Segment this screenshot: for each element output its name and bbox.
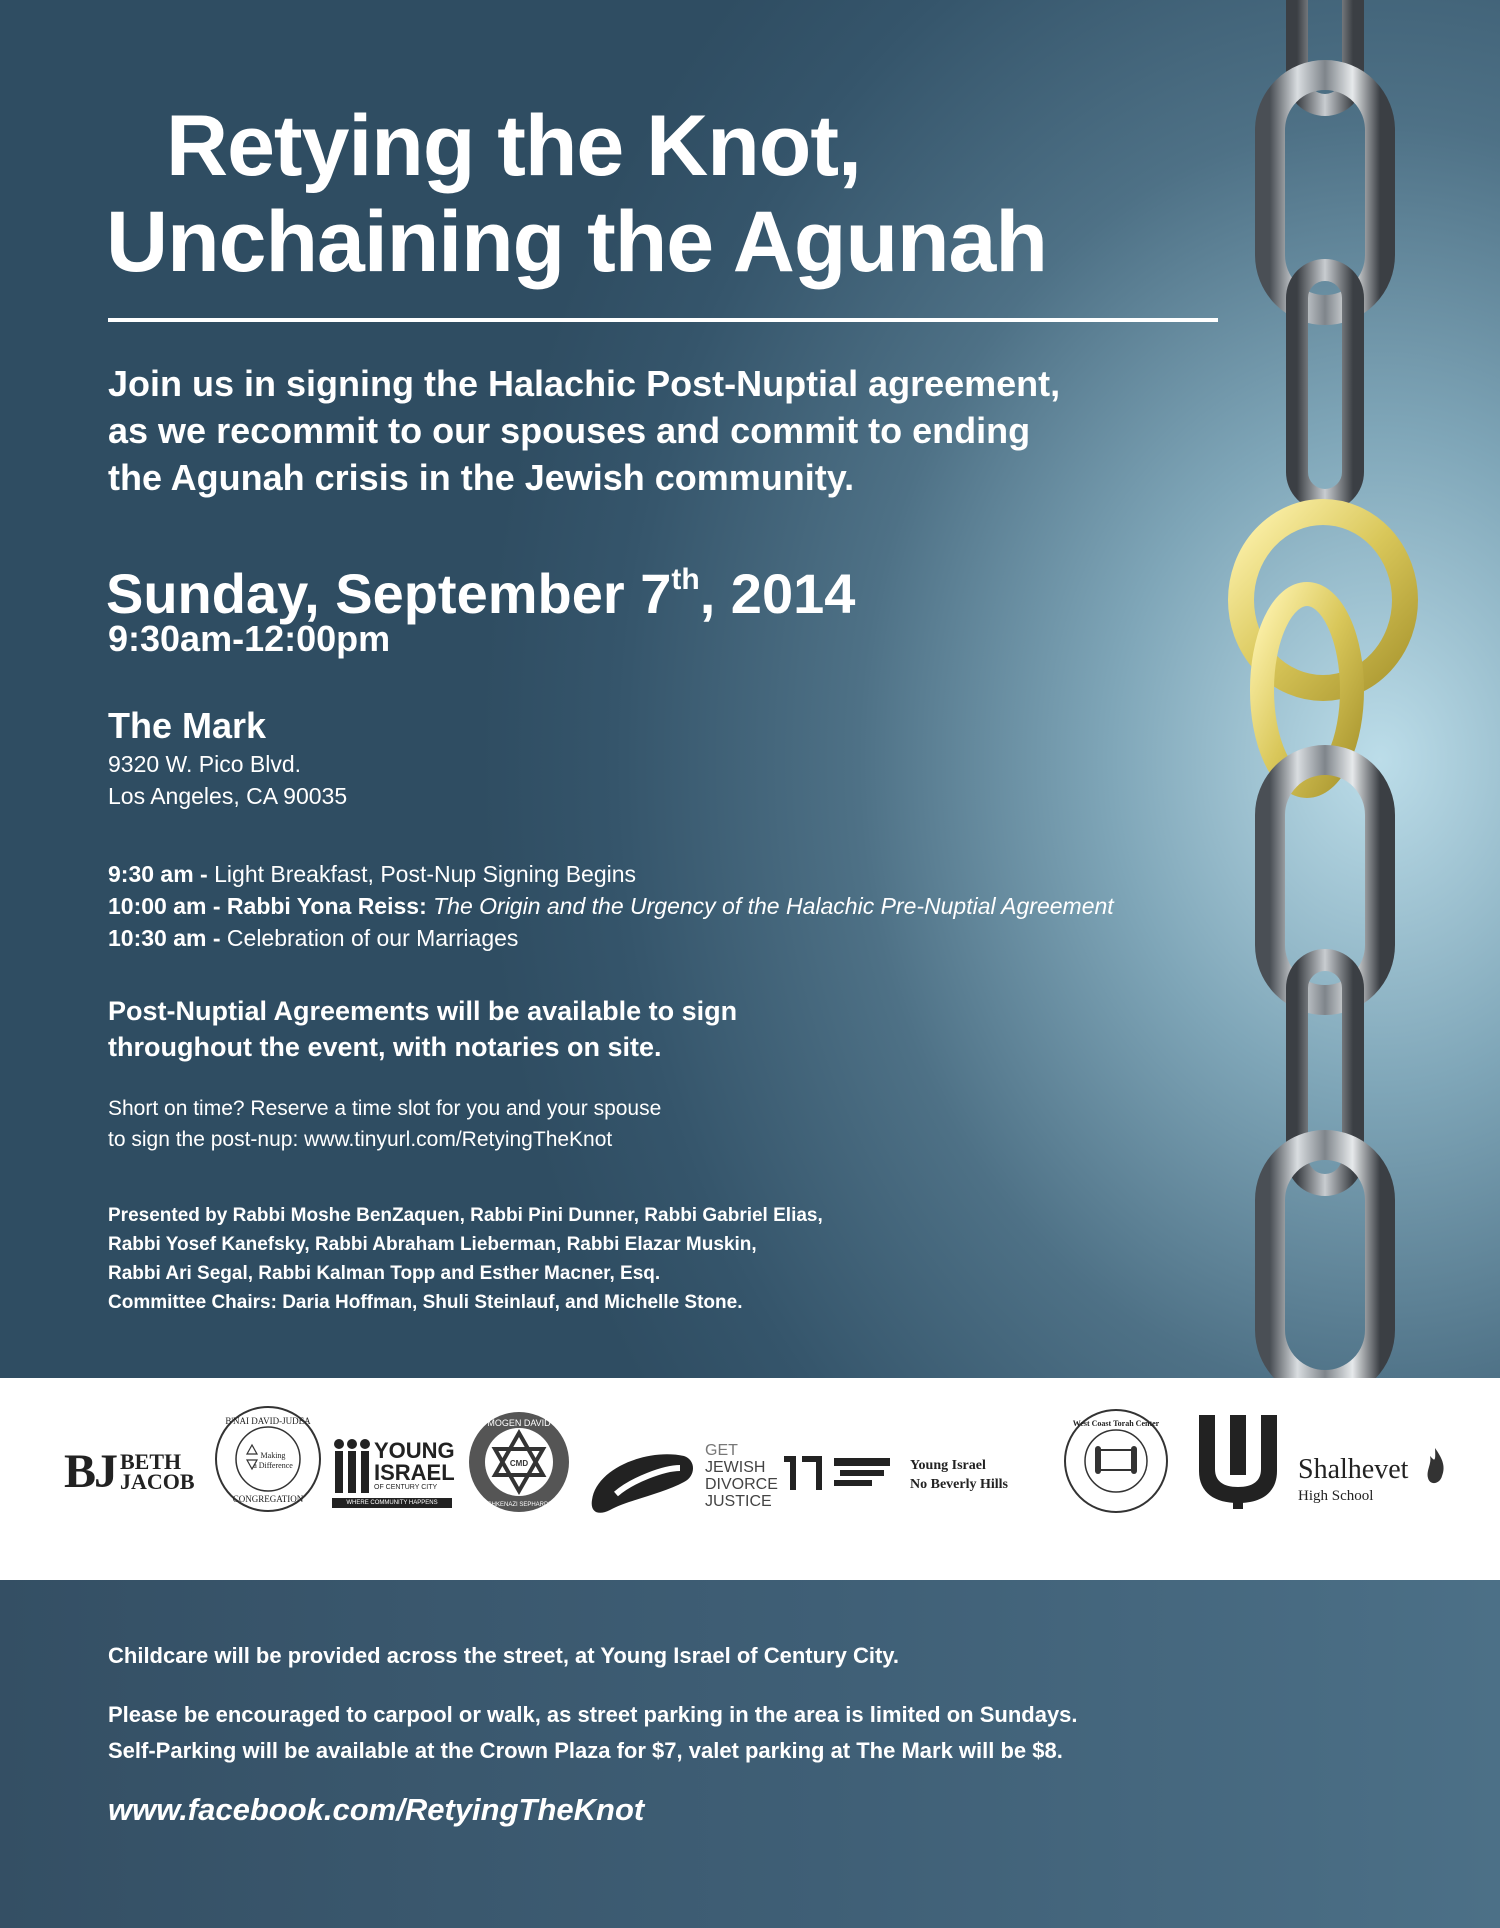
logo-center-line-1: Making xyxy=(260,1451,286,1460)
reserve-line-2[interactable]: to sign the post-nup: www.tinyurl.com/RetyingTheKnot xyxy=(108,1128,613,1151)
shalhevet-logo xyxy=(1298,1454,1448,1514)
logo-subtext: OF CENTURY CITY xyxy=(374,1484,438,1491)
facebook-link[interactable]: www.facebook.com/RetyingTheKnot xyxy=(108,1792,645,1827)
presented-line-3: Rabbi Ari Segal, Rabbi Kalman Topp and Esther Macner, Esq. xyxy=(108,1263,661,1284)
schedule-time: 10:00 am xyxy=(108,893,207,919)
venue-name: The Mark xyxy=(108,705,267,746)
young-israel-north-beverly-hills-logo xyxy=(910,1456,1008,1494)
date-prefix: Sunday, September 7 xyxy=(106,562,672,625)
schedule-text: Light Breakfast, Post-Nup Signing Begins xyxy=(214,861,637,887)
title-divider xyxy=(108,318,1218,322)
schedule-item xyxy=(108,890,1228,922)
logo-text-line: Young Israel xyxy=(910,1458,986,1473)
jewish-divorce-swoosh-icon xyxy=(588,1438,698,1518)
logo-text-line: No Beverly Hills xyxy=(910,1477,1008,1492)
committee-chairs: Committee Chairs: Daria Hoffman, Shuli Steinlauf, and Michelle Stone. xyxy=(108,1292,743,1313)
schedule-separator: - xyxy=(193,861,215,887)
presented-by xyxy=(108,1201,908,1317)
west-coast-torah-center-logo xyxy=(1063,1408,1169,1514)
logo-arc-top: West Coast Torah Center xyxy=(1072,1419,1160,1428)
parking-line-1: Please be encouraged to carpool or walk, as street parking in the area is limited on Sundays. xyxy=(108,1702,1078,1727)
chain-links-upper xyxy=(1270,0,1380,500)
intro-line-1: Join us in signing the Halachic Post-Nuptial agreement, xyxy=(108,363,1061,404)
logo-text xyxy=(120,1449,195,1494)
schedule-time: 10:30 am xyxy=(108,925,207,951)
schedule-separator: - xyxy=(206,893,227,919)
post-nup-notice xyxy=(108,993,737,1065)
title-line-2: Unchaining the Agunah xyxy=(106,194,1047,290)
schedule-text: Celebration of our Marriages xyxy=(226,925,519,951)
parking-line-2: Self-Parking will be available at the Crown Plaza for $7, valet parking at The Mark will be $8. xyxy=(108,1738,1063,1763)
title-line-1: Retying the Knot, xyxy=(166,98,861,194)
logo-center-text: CMD xyxy=(509,1459,529,1468)
sponsor-logo-strip xyxy=(0,1378,1500,1580)
logo-text-line: BETH xyxy=(120,1449,182,1474)
logo-subtext: High School xyxy=(1298,1488,1374,1504)
logo-arc-top: MOGEN DAVID xyxy=(487,1418,551,1428)
schedule-item xyxy=(108,858,1228,890)
venue-address-line-2: Los Angeles, CA 90035 xyxy=(108,783,348,809)
notice-line-2: throughout the event, with notaries on site. xyxy=(108,1032,662,1062)
date-suffix: , 2014 xyxy=(699,562,856,625)
schedule-talk-title: The Origin and the Urgency of the Halachic Pre-Nuptial Agreement xyxy=(433,893,1114,919)
intro-line-3: the Agunah crisis in the Jewish community. xyxy=(108,457,855,498)
poster-title xyxy=(106,98,1047,290)
young-israel-hebrew-mark-icon xyxy=(780,1448,900,1498)
torah-scroll-icon xyxy=(1099,1450,1133,1470)
logo-text-line: ISRAEL xyxy=(374,1460,455,1485)
schedule-item xyxy=(108,922,1228,954)
date-ordinal: th xyxy=(671,563,700,596)
notice-line-1: Post-Nuptial Agreements will be available to sign xyxy=(108,996,738,1026)
mogen-david-logo xyxy=(468,1411,570,1513)
bnai-david-judea-logo xyxy=(213,1404,323,1514)
logo-arc-bottom: CONGREGATION xyxy=(232,1494,304,1504)
schedule-speaker: Rabbi Yona Reiss: xyxy=(226,893,427,919)
wedding-rings xyxy=(1241,512,1405,786)
logo-text-line: JEWISH xyxy=(705,1459,766,1476)
flame-icon xyxy=(1422,1446,1448,1492)
logo-text-line: GET xyxy=(705,1442,738,1459)
logo-text-line: JUSTICE xyxy=(705,1493,772,1510)
shin-emblem-icon xyxy=(1193,1411,1283,1511)
logo-tagline: WHERE COMMUNITY HAPPENS xyxy=(332,1498,452,1508)
logo-name: Shalhevet xyxy=(1298,1454,1409,1485)
logo-text xyxy=(374,1440,455,1484)
logo-arc-top: B'NAI DAVID-JUDEA xyxy=(225,1416,311,1426)
childcare-note: Childcare will be provided across the street, at Young Israel of Century City. xyxy=(108,1643,899,1668)
get-jewish-divorce-justice-logo xyxy=(705,1442,778,1510)
venue-address xyxy=(108,748,347,812)
logo-arc-bottom: ASHKENAZI SEPHARDIC xyxy=(483,1502,555,1508)
schedule-separator: - xyxy=(206,925,227,951)
venue-address-line-1: 9320 W. Pico Blvd. xyxy=(108,751,302,777)
event-date xyxy=(106,548,855,626)
logo-text-line: YOUNG xyxy=(374,1438,455,1463)
reserve-line-1: Short on time? Reserve a time slot for you and your spouse xyxy=(108,1097,662,1120)
schedule xyxy=(108,858,1228,954)
intro-line-2: as we recommit to our spouses and commit to ending xyxy=(108,410,1031,451)
logo-center-line-2: a Difference xyxy=(253,1461,293,1470)
reserve-note xyxy=(108,1093,661,1155)
parking-note xyxy=(108,1697,1078,1769)
beth-jacob-logo xyxy=(64,1444,199,1514)
people-icon xyxy=(332,1438,372,1496)
logo-mark: BJ xyxy=(64,1445,117,1498)
logo-text-line: JACOB xyxy=(120,1469,195,1494)
presented-line-2: Rabbi Yosef Kanefsky, Rabbi Abraham Lieberman, Rabbi Elazar Muskin, xyxy=(108,1234,757,1255)
schedule-time: 9:30 am xyxy=(108,861,194,887)
intro-paragraph xyxy=(108,360,1188,501)
presented-line-1: Presented by Rabbi Moshe BenZaquen, Rabbi Pini Dunner, Rabbi Gabriel Elias, xyxy=(108,1205,823,1226)
young-israel-century-city-logo xyxy=(332,1438,457,1518)
logo-text-line: DIVORCE xyxy=(705,1476,778,1493)
event-time: 9:30am-12:00pm xyxy=(108,618,391,659)
